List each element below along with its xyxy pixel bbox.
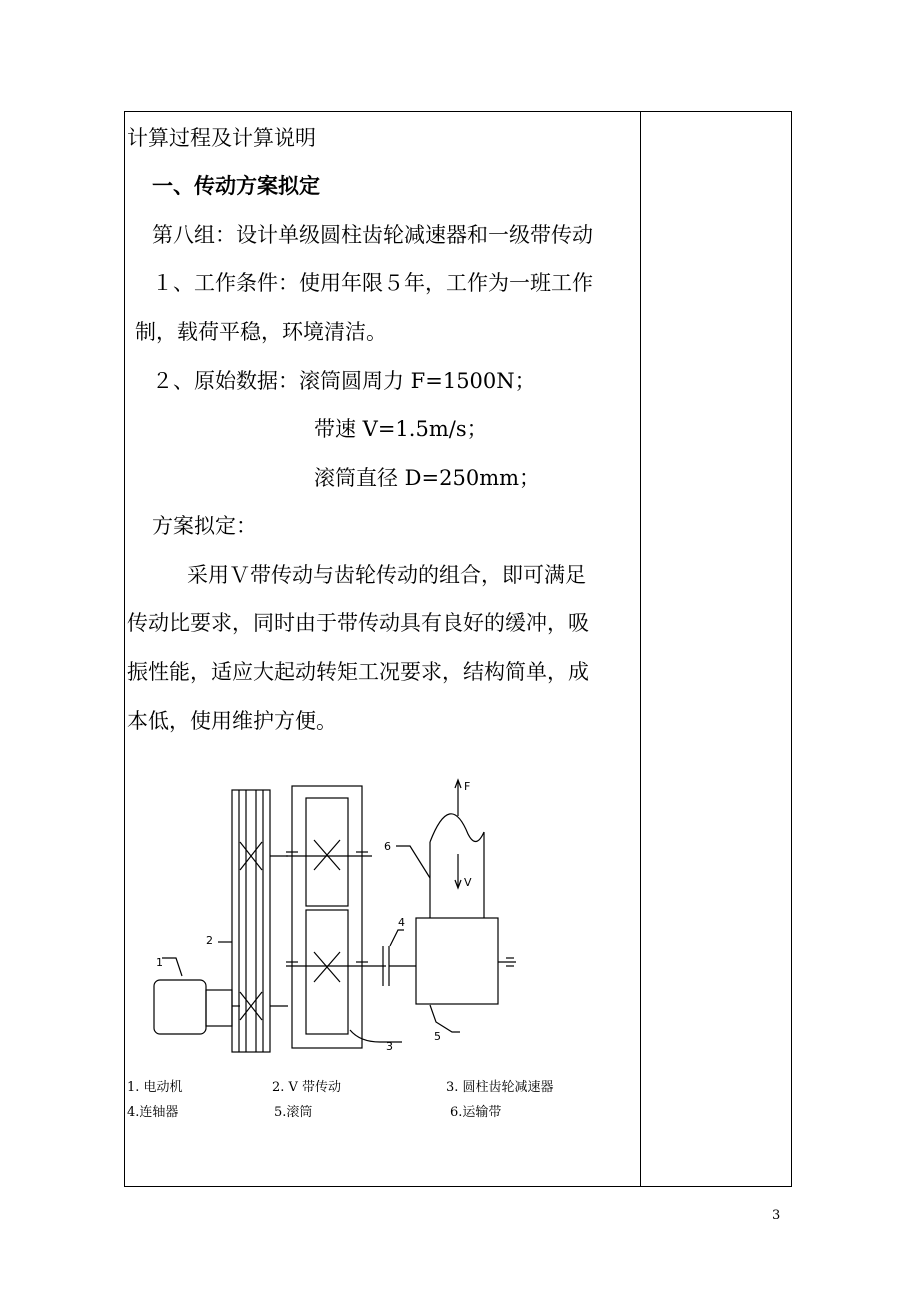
group-line: 第八组：设计单级圆柱齿轮减速器和一级带传动 [152,223,593,247]
diagram-label-2: 2 [206,934,213,947]
force-label: F [464,780,471,793]
legend-item-conveyor-belt: 6.运输带 [450,1105,502,1120]
legend-item-reducer: 3. 圆柱齿轮减速器 [446,1080,554,1095]
plan-para-line-1: 采用Ｖ带传动与齿轮传动的组合，即可满足 [187,563,586,587]
velocity-label: V [464,876,472,889]
data-line-1: ２、原始数据：滚筒圆周力 F=1500N； [152,369,536,393]
diagram-label-4: 4 [398,916,405,929]
diagram-label-6: 6 [384,840,391,853]
diagram-label-1: 1 [156,956,163,969]
motor-shape [154,980,240,1034]
plan-title: 方案拟定： [152,514,257,538]
gear-reducer-shape [286,786,402,1048]
plan-para-line-3: 振性能，适应大起动转矩工况要求，结构简单，成 [127,660,589,684]
legend-item-coupling: 4.连轴器 [127,1105,179,1120]
data-line-3: 滚筒直径 D=250mm； [314,466,541,490]
coupling-shape [383,930,416,986]
plan-para-line-4: 本低，使用维护方便。 [127,709,337,733]
transmission-diagram [140,770,540,1060]
condition-line-2: 制，载荷平稳，环境清洁。 [135,320,387,344]
diagram-label-3: 3 [386,1040,393,1053]
data-line-2: 带速 V=1.5m/s； [314,417,488,441]
legend-item-belt-drive: 2. V 带传动 [272,1080,342,1095]
section-title: 一、传动方案拟定 [152,174,320,198]
legend-item-drum: 5.滚筒 [274,1105,313,1120]
column-header: 计算过程及计算说明 [127,126,316,150]
plan-para-line-2: 传动比要求，同时由于带传动具有良好的缓冲，吸 [127,611,589,635]
v-belt-drive-shape [232,790,288,1052]
legend-item-motor: 1. 电动机 [127,1080,183,1095]
condition-line-1: １、工作条件：使用年限５年，工作为一班工作 [152,271,593,295]
page-number: 3 [772,1208,781,1223]
diagram-label-5: 5 [434,1030,441,1043]
column-divider [640,111,641,1187]
